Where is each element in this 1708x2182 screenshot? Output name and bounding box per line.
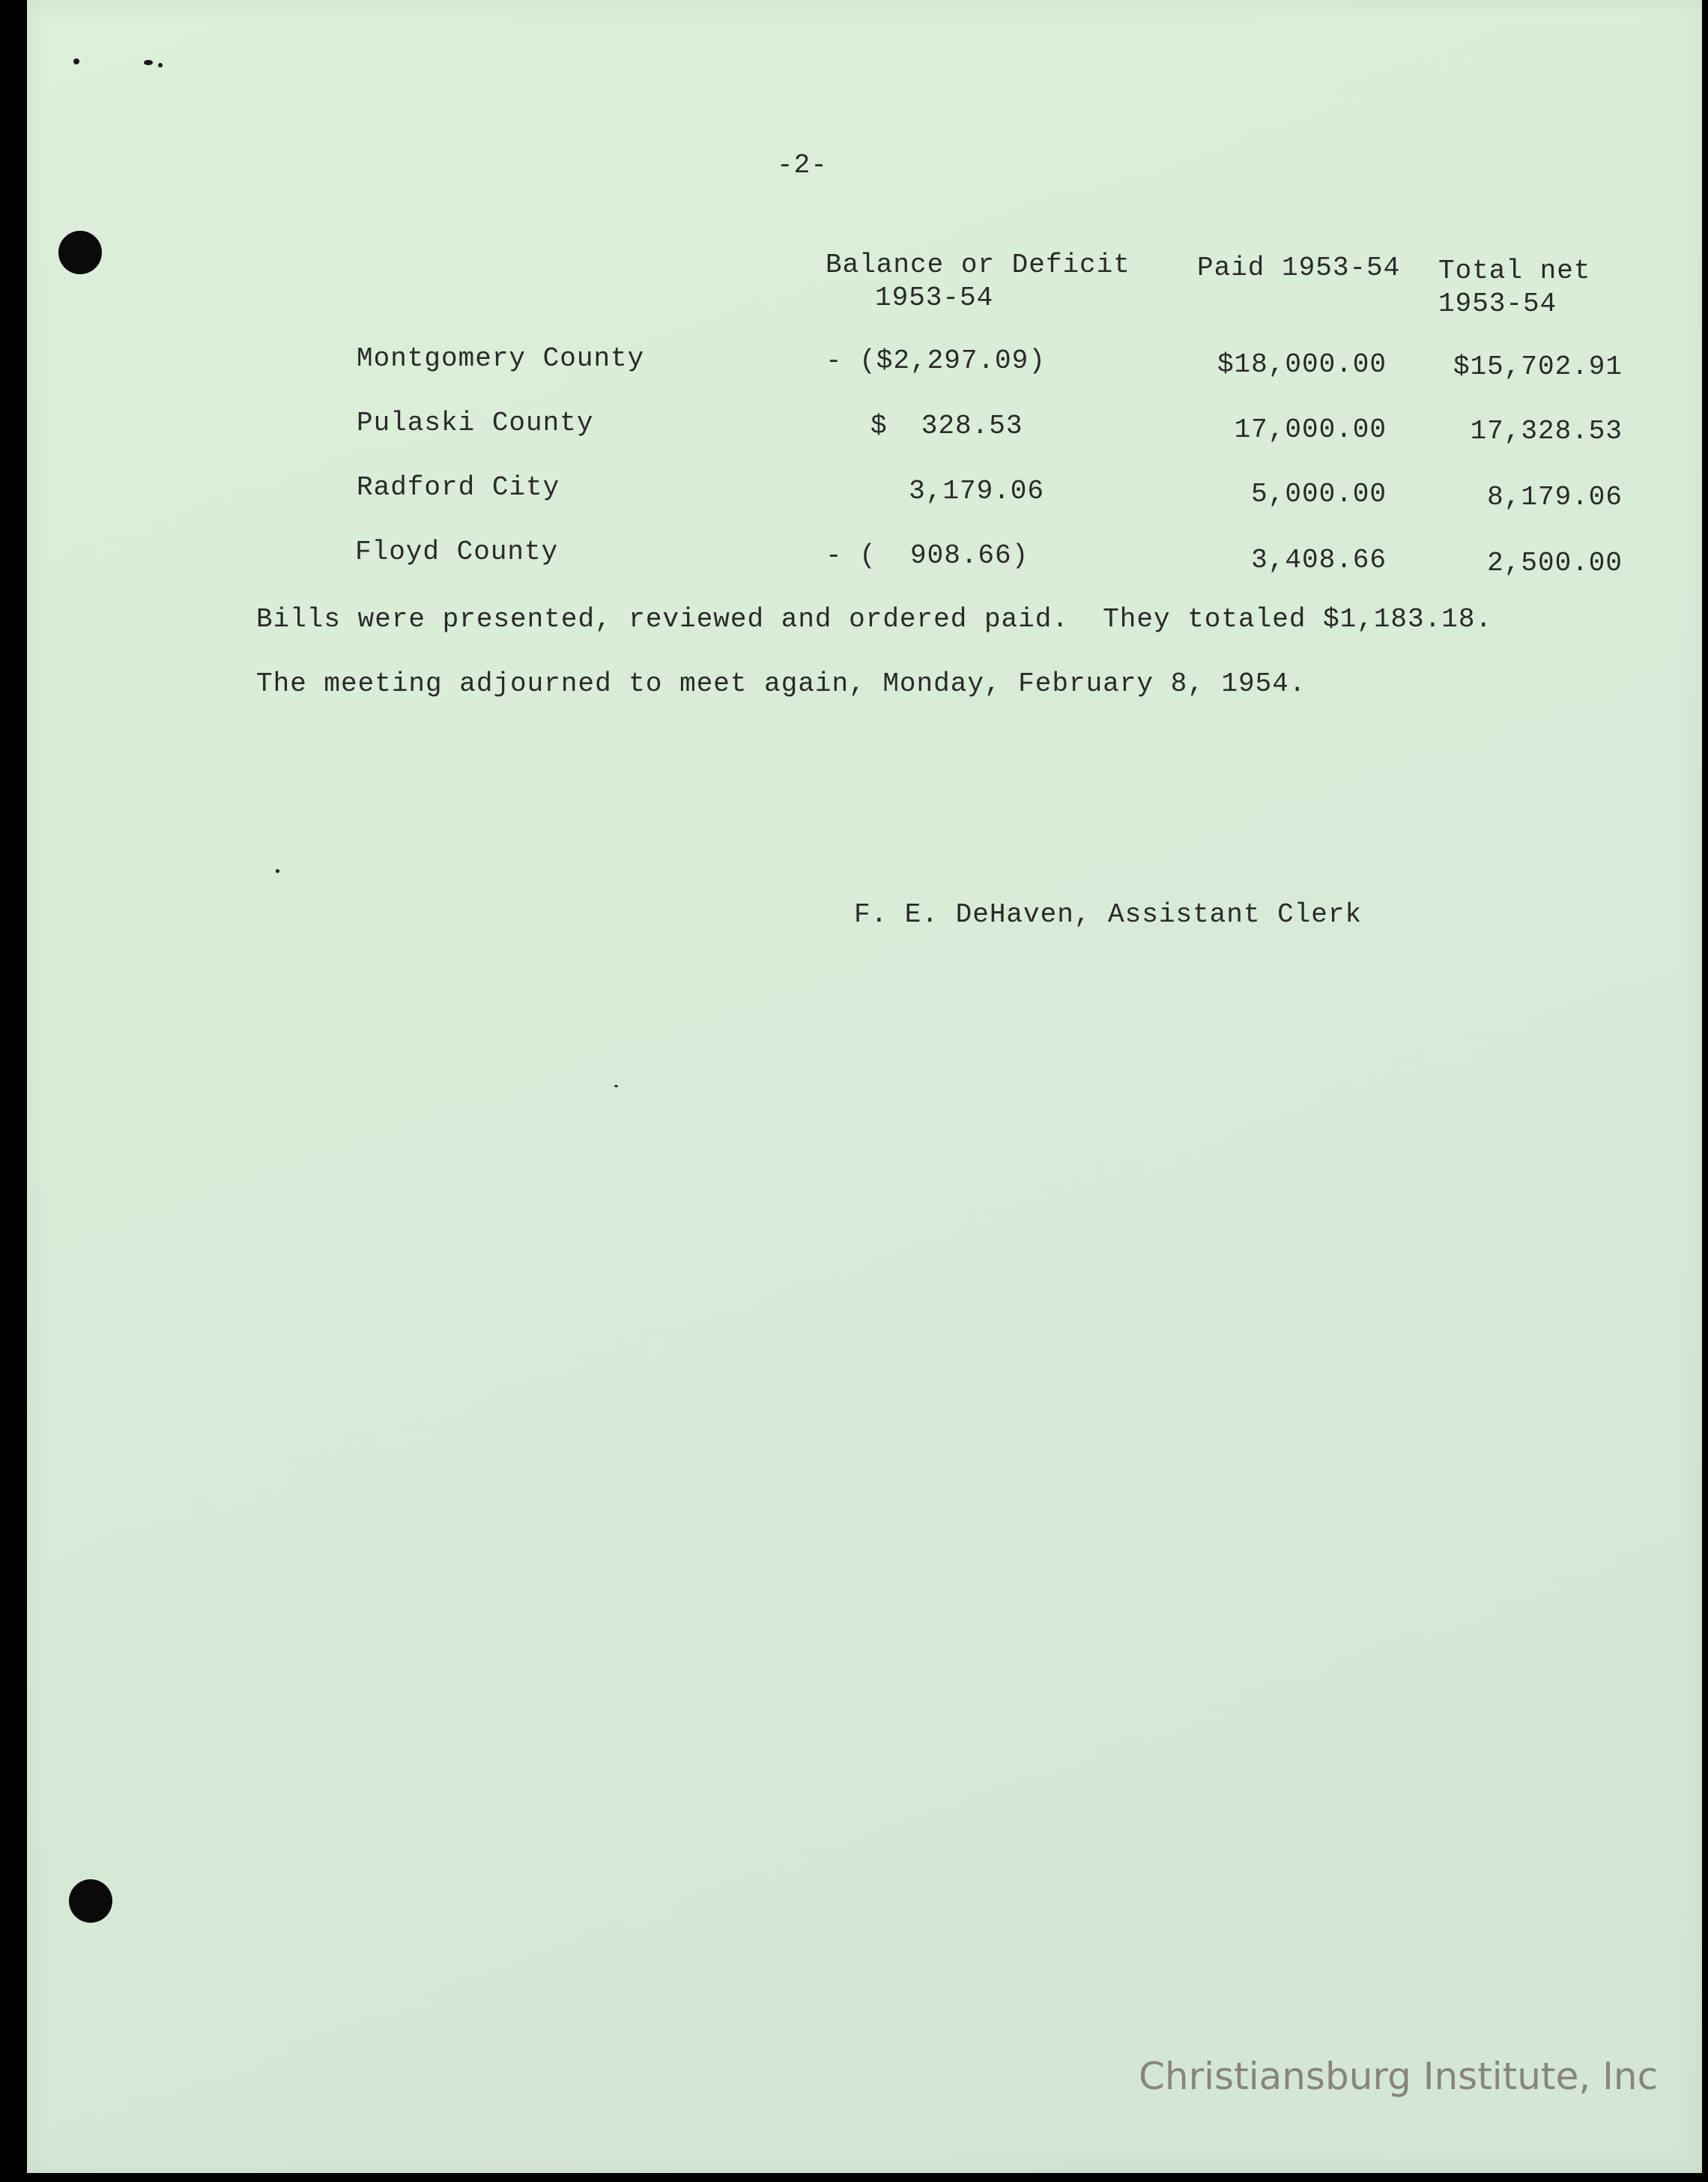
row-total: $15,702.91 [1453, 351, 1623, 382]
bills-paragraph: Bills were presented, reviewed and ordered paid. They totaled $1,183.18. [256, 604, 1493, 635]
row-name: Pulaski County [357, 408, 594, 438]
ink-speck [276, 869, 279, 873]
row-paid: $18,000.00 [1217, 349, 1387, 380]
row-total: 8,179.06 [1487, 482, 1623, 513]
adjourn-paragraph: The meeting adjourned to meet again, Monday, February 8, 1954. [256, 668, 1306, 699]
header-total-year: 1953-54 [1438, 288, 1557, 319]
punch-hole-bottom [69, 1879, 112, 1923]
row-total: 2,500.00 [1487, 548, 1623, 578]
row-paid: 17,000.00 [1234, 414, 1387, 445]
page-number: -2- [777, 150, 828, 181]
ink-speck [144, 60, 153, 65]
row-name: Floyd County [355, 537, 559, 567]
header-balance: Balance or Deficit [826, 250, 1130, 280]
punch-hole-top [58, 231, 102, 274]
signature-line: F. E. DeHaven, Assistant Clerk [854, 899, 1363, 930]
header-total: Total net [1438, 256, 1591, 286]
header-balance-year: 1953-54 [875, 282, 994, 313]
ink-speck [614, 1085, 618, 1087]
row-name: Radford City [357, 472, 560, 503]
row-paid: 3,408.66 [1251, 545, 1387, 575]
row-paid: 5,000.00 [1251, 479, 1387, 510]
ink-speck [73, 58, 79, 64]
document-page [27, 0, 1702, 2173]
row-name: Montgomery County [357, 343, 645, 374]
ink-speck [158, 63, 163, 67]
row-balance: 3,179.06 [909, 476, 1044, 507]
row-balance: $ 328.53 [870, 411, 1023, 441]
row-balance: - ($2,297.09) [826, 345, 1046, 376]
header-paid: Paid 1953-54 [1197, 253, 1401, 283]
row-balance: - ( 908.66) [826, 540, 1029, 571]
watermark: Christiansburg Institute, Inc [1139, 2055, 1659, 2098]
row-total: 17,328.53 [1470, 416, 1623, 447]
